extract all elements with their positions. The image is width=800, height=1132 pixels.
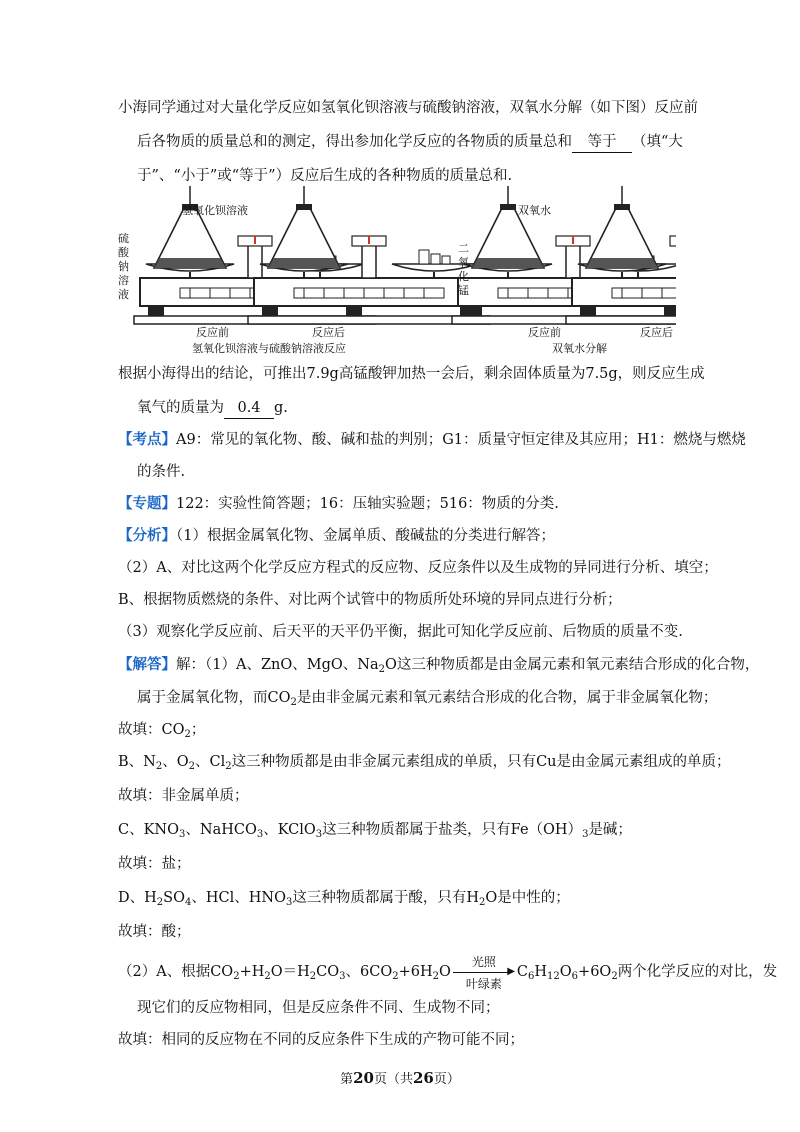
condition-light: 光照 xyxy=(471,955,496,969)
jieda-tag: 【解答】 xyxy=(118,656,176,673)
text-line-4: 根据小海得出的结论，可推出7.9g高锰酸钾加热一会后，剩余固体质量为7.5g，则反应生成 xyxy=(118,366,705,382)
svg-text:硫: 硫 xyxy=(118,232,129,245)
jieda-line: 【解答】解：（1）A、ZnO、MgO、$Na_2O$这三种物质都是由金属元素和氧元素结合形成的化合物， xyxy=(118,656,760,675)
label-after-right: 反应后 xyxy=(640,326,673,339)
label-mno2-vertical xyxy=(458,242,469,297)
balance-right-after xyxy=(566,186,676,324)
text-line-21: 故填：酸； xyxy=(118,924,191,940)
label-h2o2: 双氧水 xyxy=(518,204,551,217)
answer-blank-1: 等于 xyxy=(572,132,632,153)
text-line-3: 于”、“小于”或“等于”）反应后生成的各种物质的质量总和. xyxy=(137,168,513,184)
caption-right: 双氧水分解 xyxy=(552,342,607,355)
caption-left: 氢氧化钡溶液与硫酸钠溶液反应 xyxy=(192,342,346,355)
text-line-12: （3）观察化学反应前、后天平的天平仍平衡，据此可知化学反应前、后物质的质量不变. xyxy=(118,624,683,640)
svg-text:锰: 锰 xyxy=(458,284,469,297)
label-bacl-solution: 氢氧化钡溶液 xyxy=(182,204,248,217)
svg-text:二: 二 xyxy=(458,242,469,255)
kaodian-tag: 【考点】 xyxy=(118,431,176,448)
text-line-15: 故填：$CO_2$； xyxy=(118,722,206,740)
svg-text:化: 化 xyxy=(458,270,469,283)
zhuanti-tag: 【专题】 xyxy=(118,495,176,512)
condition-chlorophyll: 叶绿素 xyxy=(465,977,502,991)
page-number: 20 xyxy=(353,1069,374,1087)
balance-experiment-figure xyxy=(116,186,676,356)
text-line-16: B、$N_2$、$O_2$、$Cl_2$这三种物质都是由非金属元素组成的单质，只有Cu是由金属元素组成的单质； xyxy=(118,754,731,772)
text-line-19: 故填：盐； xyxy=(118,856,191,872)
text-line-18: C、$KNO_3$、NaHCO$_3$、KClO$_3$这三种物质都属于盐类，只有$Fe(OH)_3$是碱； xyxy=(118,822,632,840)
text-line-7: 的条件. xyxy=(137,464,186,480)
label-before-left: 反应前 xyxy=(196,326,229,339)
balance-left-after xyxy=(248,186,490,324)
svg-text:酸: 酸 xyxy=(118,246,129,259)
text-line-1: 小海同学通过对大量化学反应如氢氧化钡溶液与硫酸钠溶液，双氧水分解（如下图）反应前 xyxy=(118,100,698,116)
text-line-24: 故填：相同的反应物在不同的反应条件下生成的产物可能不同； xyxy=(118,1032,524,1048)
answer-blank-2: 0.4 xyxy=(224,398,274,419)
svg-text:溶: 溶 xyxy=(118,274,129,287)
fenxi-tag: 【分析】 xyxy=(118,527,176,544)
text-line-5: 氧气的质量为 0.4 g. xyxy=(137,398,288,419)
page-footer: 第20页（共26页） xyxy=(340,1069,460,1087)
text-line-10: （2）A、对比这两个化学反应方程式的反应物、反应条件以及生成物的异同进行分析、填空； xyxy=(118,560,718,576)
kaodian-line: 【考点】A9：常见的氧化物、酸、碱和盐的判别；G1：质量守恒定律及其应用；H1：燃烧与燃烧 xyxy=(118,431,746,448)
fenxi-line: 【分析】（1）根据金属氧化物、金属单质、酸碱盐的分类进行解答； xyxy=(118,527,555,544)
text-line-2: 后各物质的质量总和的测定，得出参加化学反应的各物质的质量总和 等于 （填“大 xyxy=(137,132,683,153)
text-line-17: 故填：非金属单质； xyxy=(118,788,249,804)
zhuanti-line: 【专题】122：实验性简答题；16：压轴实验题；516：物质的分类. xyxy=(118,495,559,512)
label-before-right: 反应前 xyxy=(528,326,561,339)
equation-line: （2）A、根据$CO_2+H_2O=H_2CO_3$、$6CO_2+6H_2O$ 光照 ▶ 叶绿素 $C_6H_{12}O_6+6O_2$两个化学反应的对比，发 xyxy=(118,962,777,982)
text-line-14: 属于金属氧化物，而$CO_2$是由非金属元素和氧元素结合形成的化合物，属于非金属氧化物； xyxy=(137,690,718,708)
page-total: 26 xyxy=(413,1069,434,1087)
svg-text:氧: 氧 xyxy=(458,256,469,269)
text-line-11: B、根据物质燃烧的条件、对比两个试管中的物质所处环境的异同点进行分析； xyxy=(118,592,622,608)
label-na2so4-vertical xyxy=(118,231,130,301)
text-line-20: D、$H_2SO_4$、HCl、$HNO_3$这三种物质都属于酸，只有$H_2O$是中性的； xyxy=(118,890,570,908)
svg-text:液: 液 xyxy=(118,288,129,301)
text-line-23: 现它们的反应物相同，但是反应条件不同、生成物不同； xyxy=(137,1000,500,1016)
reaction-condition-arrow: 光照 ▶ 叶绿素 xyxy=(453,962,515,982)
label-after-left: 反应后 xyxy=(312,326,345,339)
svg-text:钠: 钠 xyxy=(118,260,129,273)
